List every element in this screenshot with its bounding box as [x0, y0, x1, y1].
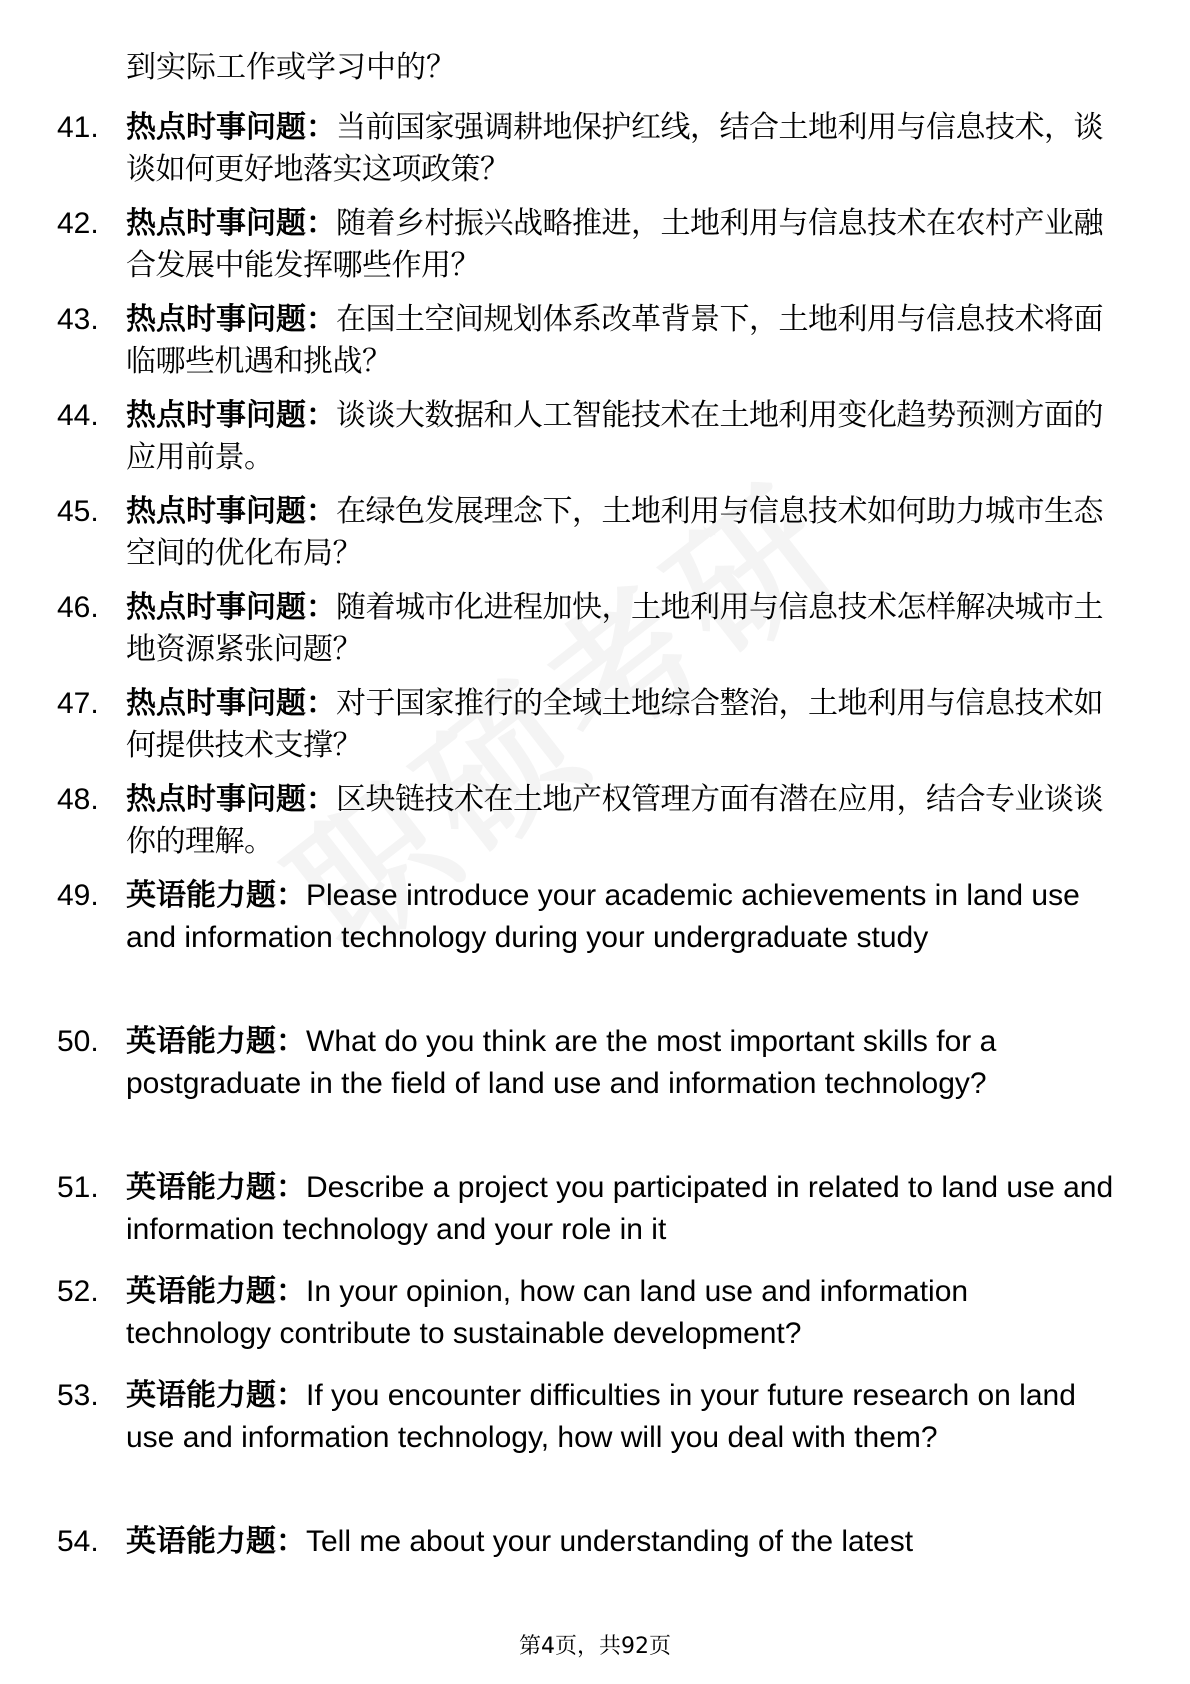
question-body: If you encounter difficulties in your future research on land use and information technology, how will you deal with them? — [126, 1379, 1076, 1454]
question-number: 41. — [57, 111, 99, 144]
question-text — [126, 299, 1121, 383]
question-number: 51. — [57, 1171, 99, 1204]
question-category: 英语能力题： — [126, 878, 306, 913]
question-number: 43. — [57, 303, 99, 336]
page-footer: 第4页，共92页 — [519, 1634, 671, 1659]
question-category: 英语能力题： — [126, 1378, 306, 1413]
question-body: Please introduce your academic achievements in land use and information technology during your undergraduate study — [126, 879, 1080, 954]
question-number: 46. — [57, 591, 99, 624]
question-category: 热点时事问题： — [126, 686, 336, 721]
question-body: Tell me about your understanding of the latest — [306, 1525, 914, 1558]
question-text — [126, 1375, 1121, 1459]
question-category: 英语能力题： — [126, 1024, 306, 1059]
question-body: 随着乡村振兴战略推进，土地利用与信息技术在农村产业融合发展中能发挥哪些作用？ — [126, 206, 1103, 283]
question-number: 53. — [57, 1379, 99, 1412]
question-category: 热点时事问题： — [126, 782, 336, 817]
question-body: 区块链技术在土地产权管理方面有潜在应用，结合专业谈谈你的理解。 — [126, 782, 1103, 859]
question-number: 42. — [57, 207, 99, 240]
question-text — [126, 875, 1121, 959]
question-text — [126, 491, 1121, 575]
question-category: 英语能力题： — [126, 1274, 306, 1309]
question-category: 热点时事问题： — [126, 590, 336, 625]
question-category: 热点时事问题： — [126, 398, 336, 433]
question-category: 热点时事问题： — [126, 110, 336, 145]
question-body: In your opinion, how can land use and information technology contribute to sustainable development? — [126, 1275, 969, 1350]
question-number: 49. — [57, 879, 99, 912]
question-body: 当前国家强调耕地保护红线，结合土地利用与信息技术，谈谈如何更好地落实这项政策？ — [126, 110, 1103, 187]
question-category: 热点时事问题： — [126, 206, 336, 241]
question-text — [126, 107, 1121, 191]
question-category: 热点时事问题： — [126, 494, 336, 529]
question-body: 在绿色发展理念下，土地利用与信息技术如何助力城市生态空间的优化布局？ — [126, 494, 1103, 571]
continuation-line: 到实际工作或学习中的？ — [126, 50, 456, 85]
question-number: 47. — [57, 687, 99, 720]
question-text — [126, 1271, 1121, 1355]
question-body: Describe a project you participated in related to land use and information technology and your role in it — [126, 1171, 1114, 1246]
question-number: 54. — [57, 1525, 99, 1558]
question-body: What do you think are the most important skills for a postgraduate in the field of land use and information technology? — [126, 1025, 997, 1100]
question-body: 随着城市化进程加快，土地利用与信息技术怎样解决城市土地资源紧张问题？ — [126, 590, 1103, 667]
question-text — [126, 203, 1121, 287]
question-number: 48. — [57, 783, 99, 816]
question-number: 50. — [57, 1025, 99, 1058]
question-body: 谈谈大数据和人工智能技术在土地利用变化趋势预测方面的应用前景。 — [126, 398, 1103, 475]
question-text — [126, 1021, 1121, 1105]
question-category: 英语能力题： — [126, 1170, 306, 1205]
question-text — [126, 1167, 1121, 1251]
question-number: 45. — [57, 495, 99, 528]
question-text — [126, 779, 1121, 863]
question-body: 在国土空间规划体系改革背景下，土地利用与信息技术将面临哪些机遇和挑战？ — [126, 302, 1103, 379]
question-category: 英语能力题： — [126, 1524, 306, 1559]
question-text — [126, 1521, 1121, 1563]
question-number: 44. — [57, 399, 99, 432]
question-body: 对于国家推行的全域土地综合整治，土地利用与信息技术如何提供技术支撑？ — [126, 686, 1103, 763]
question-text — [126, 395, 1121, 479]
question-category: 热点时事问题： — [126, 302, 336, 337]
question-text — [126, 587, 1121, 671]
question-number: 52. — [57, 1275, 99, 1308]
question-text — [126, 683, 1121, 767]
